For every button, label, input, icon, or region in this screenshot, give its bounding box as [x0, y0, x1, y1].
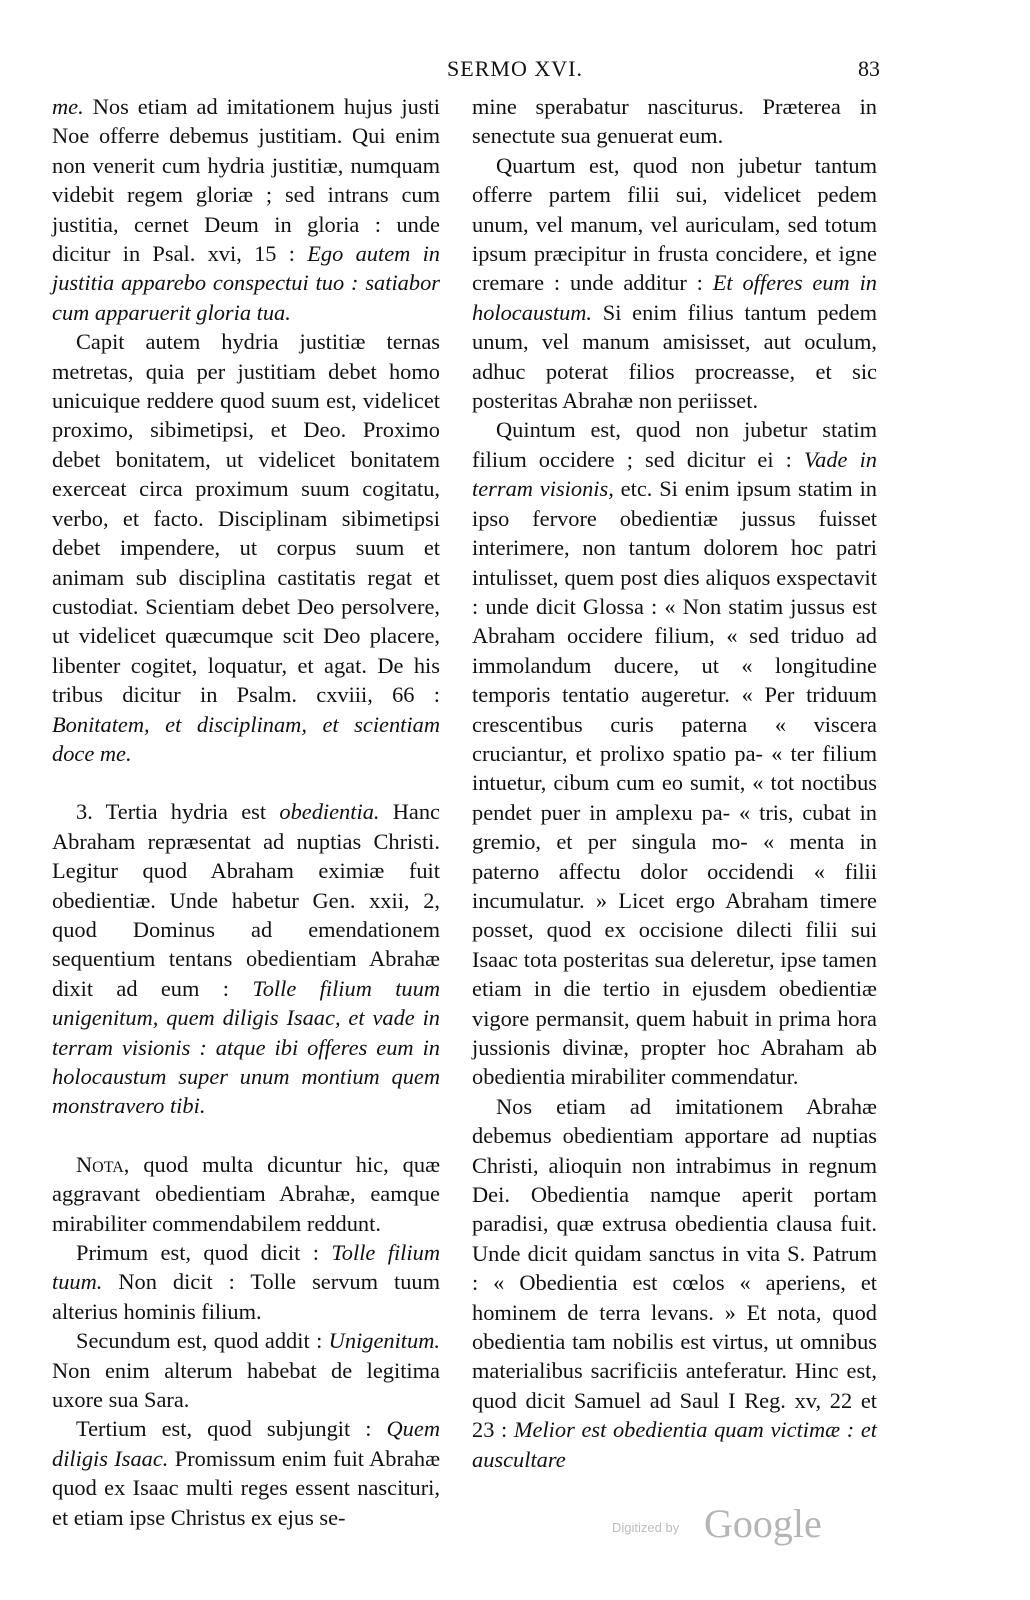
italic-text: me. [52, 94, 93, 119]
paragraph [472, 1092, 877, 1474]
text: etc. Si enim ipsum statim in ipso fervore obedientiæ jussus fuisset interimere, non tantum dolorem hoc patri intulisset, quem post dies aliquos exspectavit : unde dicit Glossa : « Non statim jussus est Abraham occidere filium, « sed triduo ad immolandum ducere, ut « longitudine temporis tentatio augeretur. « Per triduum crescentibus curis paterna « viscera cruciantur, et prolixo spatio pa- « ter filium intuetur, cibum cum eo sumit, « tot noctibus pendet puer in amplexu pa- « tris, cubat in gremio, et per singula mo- « menta in paterno affectu dolor occidendi « filii incumulatur. » Licet ergo Abraham timere posset, quod ex occisione dilecti filii sui Isaac tota posteritas sua deleretur, ipse tamen etiam in die tertio in ejusdem obedientiæ vigore permansit, quem habuit in prima hora jussionis divinæ, propter hoc Abraham ab obedientia mirabiliter commendatur. [472, 476, 877, 1090]
text: Capit autem hydria justitiæ ternas metretas, quia per justitiam debet homo unicuique reddere quod suum est, videlicet proximo, sibimetipsi, et Deo. Proximo debet bonitatem, ut videlicet bonitatem exerceat circa proximum suum cogitatu, verbo, et facto. Disciplinam sibimetipsi debet impendere, ut corpus suum et animam sub disciplina castitatis regat et custodiat. Scientiam debet Deo persolvere, ut videlicet quæcumque scit Deo placere, libenter cogitet, loquatur, et agat. De his tribus dicitur in Psalm. cxviii, 66 : [52, 329, 440, 708]
text: Quintum est, quod non jubetur statim filium occidere ; sed dicitur ei : [472, 417, 877, 472]
paragraph [52, 1326, 440, 1414]
text: Si enim filius tantum pedem unum, vel manum amisisset, aut oculum, adhuc poterat filios procreasse, et sic posteritas Abrahæ non periisset. [472, 299, 877, 414]
quotation: Et offeres eum in holocaustum. [472, 270, 877, 325]
text: Non dicit : Tolle servum tuum alterius hominis filium. [52, 1269, 440, 1324]
text: Non enim alterum habebat de legitima uxore sua Sara. [52, 1357, 440, 1413]
quotation: Tolle filium tuum unigenitum, quem diligis Isaac, et vade in terram visionis : atque ibi offeres eum in holocaustum super unum montium quem monstravero tibi. [52, 975, 440, 1119]
text: Primum est, quod dicit : [76, 1240, 332, 1266]
text: Nos etiam ad imitationem Abrahæ debemus obedientiam apportare ad nuptias Christi, alioquin non intrabimus in regnum Dei. Obedientia namque aperit portam paradisi, quæ extrusa obedientia clausa fuit. Unde dicit quidam sanctus in vita S. Patrum : « Obedientia est cœlos « aperiens, et hominem de terra levans. » Et nota, quod obedientia tam nobilis est virtus, ut omnibus materialibus sacrificiis anteferatur. Hinc est, quod dicit Samuel ad Saul I Reg. xv, 22 et 23 : [472, 1093, 877, 1443]
right-column [472, 92, 877, 1474]
digitized-label: Digitized by [612, 1520, 680, 1535]
page-header [0, 56, 1030, 90]
quotation: Bonitatem, et disciplinam, et scientiam doce me. [52, 711, 440, 766]
quotation: Tolle filium tuum. [52, 1240, 440, 1295]
text: Quartum est, quod non jubetur tantum offerre partem filii sui, videlicet pedem unum, vel manum, vel auriculam, sed totum ipsum præcipitur in frusta concidere, et igne cremare : unde additur : [472, 152, 877, 296]
quotation: Quem diligis Isaac. [52, 1416, 440, 1471]
nota-label: Nota, [76, 1151, 130, 1177]
section-term: obedientia. [279, 799, 380, 825]
text: Secundum est, quod addit : [76, 1328, 329, 1354]
paragraph [52, 92, 440, 327]
quotation: Ego autem in justitia apparebo conspectui tuo : satiabor cum apparuerit gloria tua. [52, 241, 440, 325]
quotation: Unigenitum. [328, 1328, 440, 1354]
left-column [52, 92, 440, 1532]
text: Tertium est, quod subjungit : [76, 1416, 387, 1442]
paragraph [52, 797, 440, 1120]
google-logo: Google [704, 1501, 822, 1546]
paragraph [52, 1238, 440, 1326]
paragraph: mine sperabatur nasciturus. Præterea in senectute sua genuerat eum. [472, 94, 877, 149]
quotation: Melior est obedientia quam victimæ : et auscultare [472, 1417, 877, 1472]
paragraph [52, 327, 440, 768]
paragraph [472, 151, 877, 416]
quotation: Vade in terram visionis, [472, 446, 877, 502]
text: quod multa dicuntur hic, quæ aggravant obedientiam Abrahæ, eamque mirabiliter commendabilem reddunt. [52, 1151, 440, 1236]
section-number: 3. Tertia hydria est [76, 799, 280, 825]
paragraph [472, 415, 877, 1091]
paragraph [52, 1150, 440, 1238]
text: Hanc Abraham repræsentat ad nuptias Christi. Legitur quod Abraham eximiæ fuit obedientiæ. Unde habetur Gen. xxii, 2, quod Dominus ad emendationem sequentium tentans obedientiam Abrahæ dixit ad eum : [52, 799, 440, 1001]
digitized-watermark [612, 1500, 832, 1550]
running-title: SERMO XVI. [447, 56, 583, 81]
text: Promissum enim fuit Abrahæ quod ex Isaac multi reges essent nascituri, et etiam ipse Christus ex ejus se- [52, 1445, 441, 1530]
paragraph [52, 1414, 440, 1532]
text: Nos etiam ad imitationem hujus justi Noe offerre debemus justitiam. Qui enim non venerit cum hydria justitiæ, numquam videbit regem gloriæ ; sed intrans cum justitia, cernet Deum in gloria : unde dicitur in Psal. xvi, 15 : [52, 94, 440, 267]
page-number: 83 [858, 56, 880, 81]
